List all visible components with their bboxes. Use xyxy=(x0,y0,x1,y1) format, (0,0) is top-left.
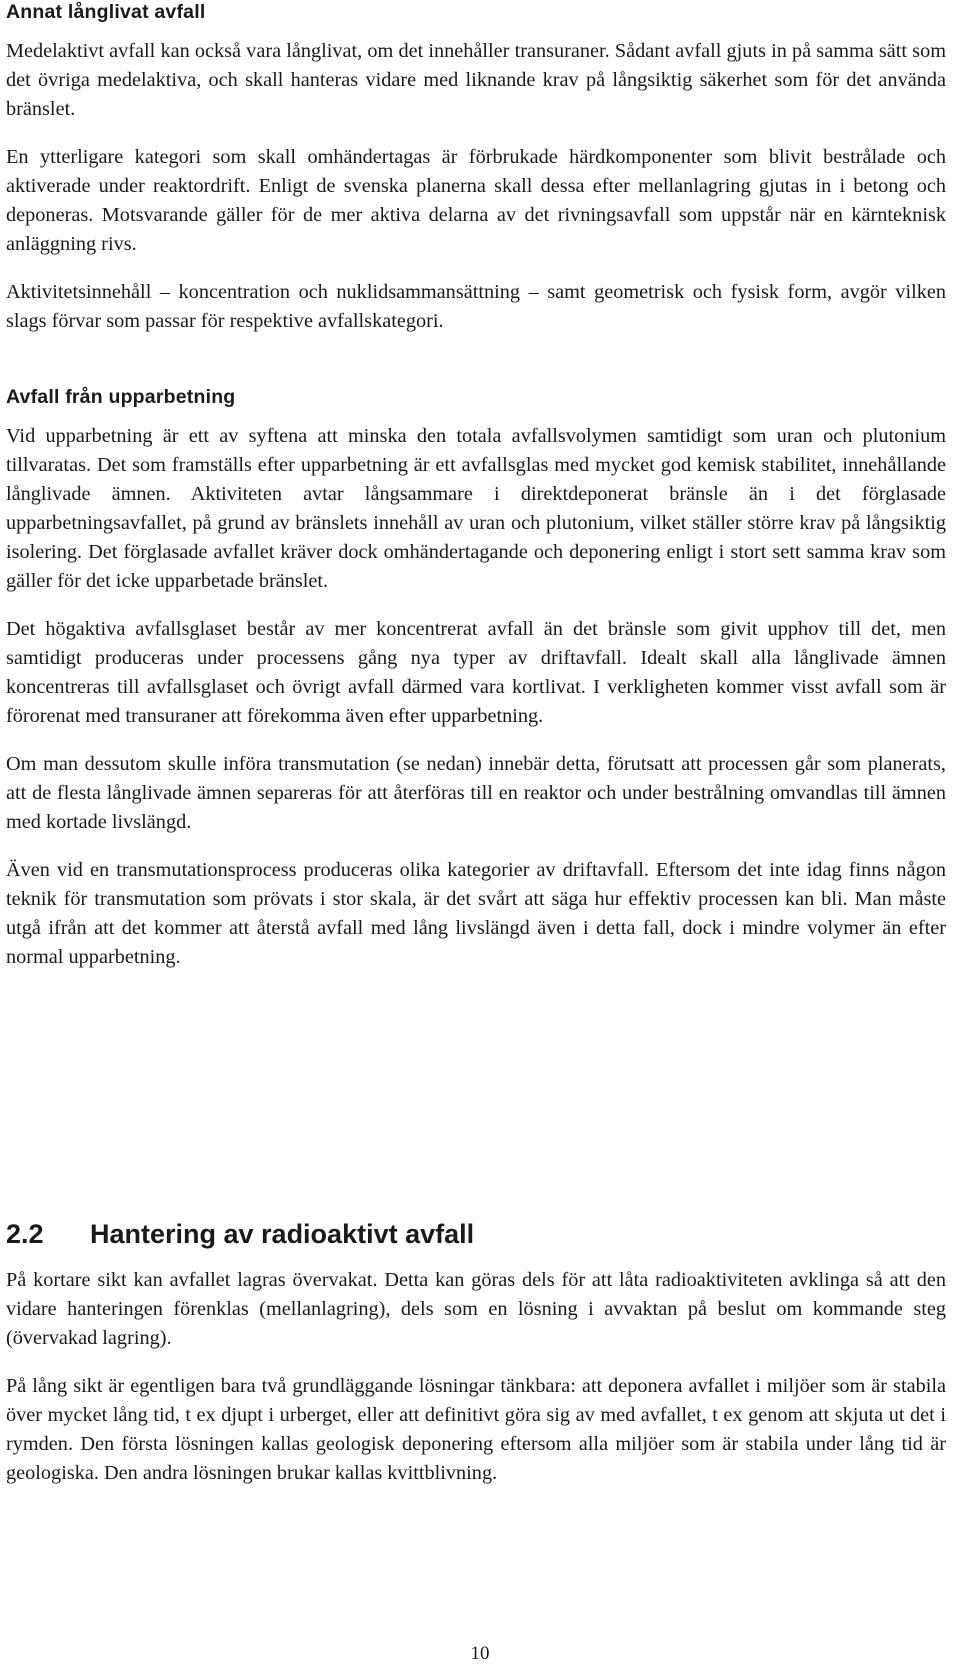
paragraph: Medelaktivt avfall kan också vara långlivat, om det innehåller transuraner. Sådant avfall gjuts in på samma sätt som det övriga medelaktiva, och skall hanteras vidare med liknande krav på långsiktig säkerhet som för det använda bränslet. xyxy=(6,40,946,120)
chapter-heading-text: Hantering av radioaktivt avfall xyxy=(90,1219,475,1249)
paragraph: Det högaktiva avfallsglaset består av mer koncentrerat avfall än det bränsle som givit upphov till det, men samtidigt produceras under processens gång nya typer av driftavfall. Idealt skall alla långlivade ämnen koncentreras till avfallsglaset och övrigt avfall därmed vara kortlivat. I verkligheten kommer visst avfall som är förorenat med transuraner att förekomma även efter upparbetning. xyxy=(6,618,946,727)
paragraph: På kortare sikt kan avfallet lagras övervakat. Detta kan göras dels för att låta radioaktiviteten avklinga så att den vidare hanteringen förenklas (mellanlagring), dels som en lösning i avvaktan på beslut om kommande steg (övervakad lagring). xyxy=(6,1269,946,1349)
paragraph: Aktivitetsinnehåll – koncentration och nuklidsammansättning – samt geometrisk och fysisk form, avgör vilken slags förvar som passar för respektive avfallskategori. xyxy=(6,281,946,332)
page-number: 10 xyxy=(470,1643,490,1664)
paragraph: En ytterligare kategori som skall omhändertagas är förbrukade härdkomponenter som blivit bestrålade och aktiverade under reaktordrift. Enligt de svenska planerna skall dessa efter mellanlagring gjutas in i betong och deponeras. Motsvarande gäller för de mer aktiva delarna av det rivningsavfall som uppstår när en kärnteknisk anläggning rivs. xyxy=(6,146,946,255)
paragraph: Om man dessutom skulle införa transmutation (se nedan) innebär detta, förutsatt att processen går som planerats, att de flesta långlivade ämnen separeras för att återföras till en reaktor och under bestrålning omvandlas till ämnen med kortade livslängd. xyxy=(6,753,946,833)
paragraph: Även vid en transmutationsprocess produceras olika kategorier av driftavfall. Eftersom det inte idag finns någon teknik för transmutation som prövats i stor skala, är det svårt att säga hur effektiv processen kan bli. Man måste utgå ifrån att det kommer att återstå avfall med lång livslängd även i detta fall, dock i mindre volymer än efter normal upparbetning. xyxy=(6,859,946,968)
chapter-heading xyxy=(6,1218,946,1250)
section-annat-langlivat-avfall xyxy=(6,0,946,336)
section-number: 2.2 xyxy=(6,1219,44,1249)
paragraph: Vid upparbetning är ett av syftena att minska den totala avfallsvolymen samtidigt som uran och plutonium tillvaratas. Det som framställs efter upparbetning är ett avfallsglas med mycket god kemisk stabilitet, innehållande långlivade ämnen. Aktiviteten avtar långsammare i direktdeponerat bränsle än i det förglasade upparbetningsavfallet, på grund av bränslets innehåll av uran och plutonium, vilket ställer större krav på långsiktig isolering. Det förglasade avfallet kräver dock omhändertagande och deponering enligt i stort sett samma krav som gäller för det icke upparbetade bränslet. xyxy=(6,425,946,592)
section-heading: Avfall från upparbetning xyxy=(6,386,236,408)
section-2-2-hantering xyxy=(6,1218,946,1488)
paragraph: På lång sikt är egentligen bara två grundläggande lösningar tänkbara: att deponera avfallet i miljöer som är stabila över mycket lång tid, t ex djupt i urberget, eller att definitivt göra sig av med avfallet, t ex genom att skjuta ut det i rymden. Den första lösningen kallas geologisk deponering eftersom alla miljöer som är stabila under lång tid är geologiska. Den andra lösningen brukar kallas kvittblivning. xyxy=(6,1375,946,1484)
section-heading: Annat långlivat avfall xyxy=(6,1,206,23)
section-avfall-fran-upparbetning xyxy=(6,385,946,972)
